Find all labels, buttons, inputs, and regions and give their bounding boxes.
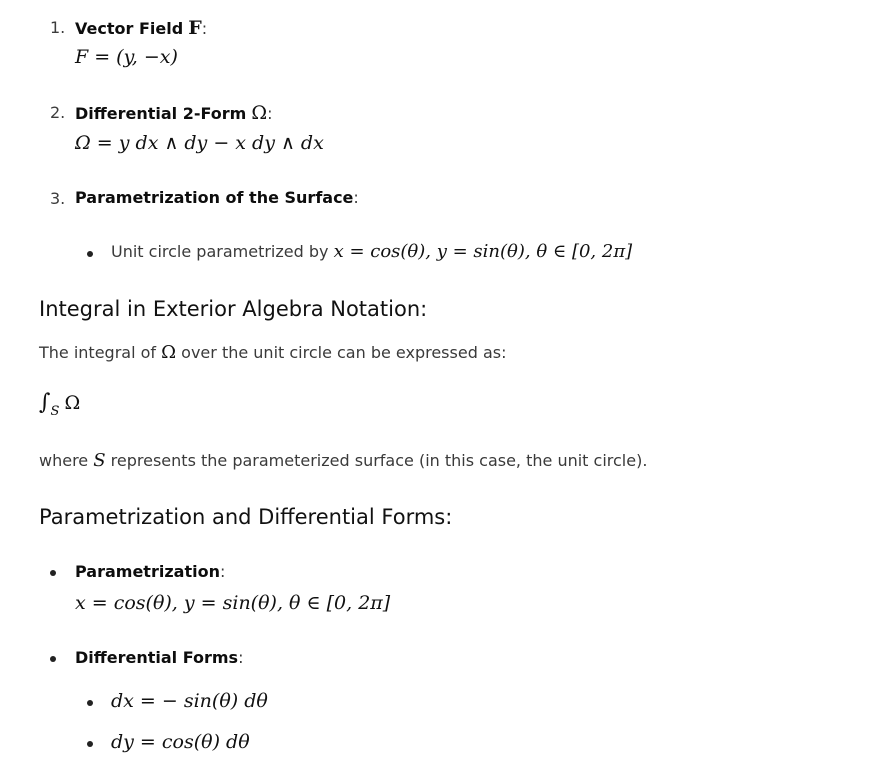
bullet-dot (87, 700, 93, 706)
bullet-dot (87, 741, 93, 747)
omega-symbol: Ω (251, 102, 268, 124)
where-paragraph (39, 450, 647, 471)
differential-forms-label: Differential Forms (75, 648, 239, 667)
integral-expression (39, 390, 80, 419)
integral-subscript: S (50, 404, 60, 419)
dx-equation: dx = − sin(θ) dθ (111, 690, 268, 712)
vector-field-equation: F = (y, −x) (75, 46, 178, 68)
bullet-dot (87, 251, 93, 257)
unit-circle-bullet (111, 241, 632, 262)
colon: : (353, 188, 359, 207)
list-item-3-title (75, 188, 359, 207)
parametrization-surface-label: Parametrization of the Surface (75, 188, 354, 207)
parametrization-label: Parametrization (75, 562, 220, 581)
differential-form-equation: Ω = y dx ∧ dy − x dy ∧ dx (75, 132, 324, 154)
list-number-3: 3. (50, 189, 66, 208)
parametrization-bullet-title (75, 562, 225, 581)
s-symbol: S (93, 450, 106, 471)
differential-form-label: Differential 2-Form (75, 104, 247, 123)
differential-forms-bullet-title (75, 648, 243, 667)
list-number-1: 1. (50, 18, 66, 37)
parametrization-equation: x = cos(θ), y = sin(θ), θ ∈ [0, 2π] (75, 592, 391, 614)
colon: : (219, 562, 226, 581)
integral-body: Ω (64, 392, 81, 414)
integral-sign: ∫ (39, 390, 51, 415)
bullet-dot (50, 570, 56, 576)
text: over the unit circle can be expressed as: (181, 343, 507, 362)
section-heading-exterior-algebra: Integral in Exterior Algebra Notation: (39, 297, 428, 321)
text: where (39, 451, 89, 470)
colon: : (238, 648, 244, 667)
text: The integral of (39, 343, 157, 362)
list-number-2: 2. (50, 103, 66, 122)
integral-intro-paragraph (39, 342, 506, 363)
colon: : (267, 104, 273, 123)
text: represents the parameterized surface (in this case, the unit circle). (110, 451, 648, 470)
vector-field-symbol: F (188, 17, 202, 39)
vector-field-label: Vector Field (75, 19, 184, 38)
section-heading-parametrization: Parametrization and Differential Forms: (39, 505, 453, 529)
bullet-dot (50, 656, 56, 662)
unit-circle-math: x = cos(θ), y = sin(θ), θ ∈ [0, 2π] (333, 241, 633, 262)
colon: : (201, 19, 208, 38)
dy-equation: dy = cos(θ) dθ (111, 731, 250, 753)
list-item-1-title (75, 17, 207, 39)
list-item-2-title (75, 102, 273, 124)
unit-circle-text: Unit circle parametrized by (111, 242, 329, 261)
omega-symbol: Ω (161, 342, 177, 363)
